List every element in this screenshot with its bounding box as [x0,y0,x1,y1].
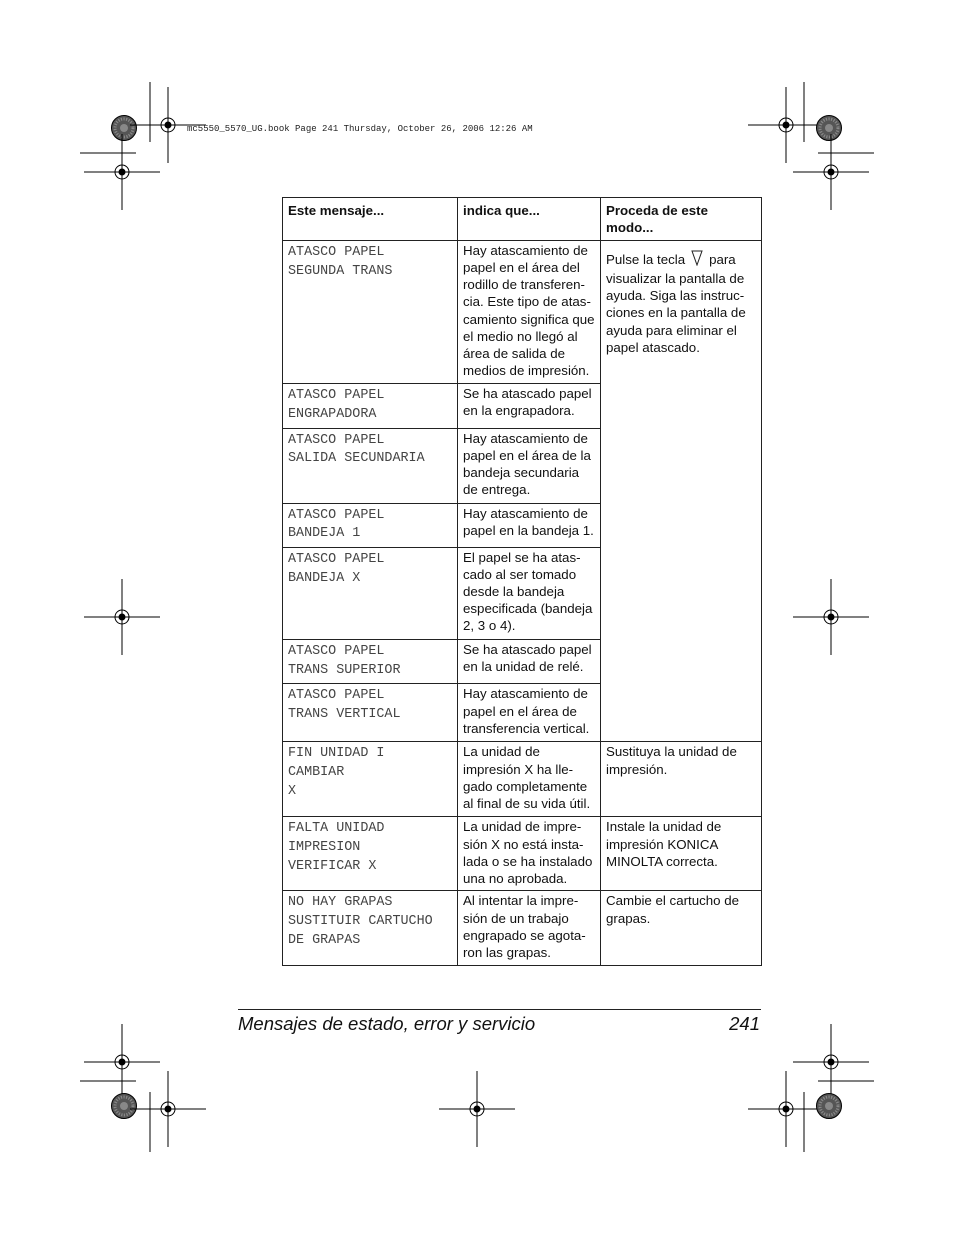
shared-action-cell [601,241,762,742]
message-meaning: Se ha atascado papel en la unidad de relé. [458,640,601,684]
message-code: ATASCO PAPEL BANDEJA 1 [283,503,458,547]
message-meaning: Hay atascamiento de papel en la bandeja 1. [458,503,601,547]
message-meaning: La unidad de impre-sión X no está insta-lada o se ha instalado una no aprobada. [458,817,601,891]
message-code: ATASCO PAPEL TRANS VERTICAL [283,684,458,742]
table-header-row [283,198,762,241]
page-number: 241 [729,1013,760,1034]
message-meaning: Al intentar la impre-sión de un trabajo engrapado se agota-ron las grapas. [458,891,601,966]
message-code: ATASCO PAPEL SEGUNDA TRANS [283,241,458,384]
message-code: FALTA UNIDAD IMPRESION VERIFICAR X [283,817,458,891]
table-row [283,891,762,966]
table-row [283,241,762,384]
message-code: NO HAY GRAPAS SUSTITUIR CARTUCHO DE GRAPAS [283,891,458,966]
shared-action-text-after: para visualizar la pantalla de ayuda. Siga las instruc-ciones en la pantalla de ayuda para eliminar el papel atascado. [606,252,746,355]
status-message-table [282,197,762,966]
column-header-message: Este mensaje... [283,198,458,241]
message-code: ATASCO PAPEL ENGRAPADORA [283,384,458,428]
message-meaning: Hay atascamiento de papel en el área de la bandeja secundaria de entrega. [458,428,601,503]
action-text: Sustituya la unidad de impresión. [601,742,762,817]
shared-action-text-before: Pulse la tecla [606,252,686,268]
message-code: FIN UNIDAD I CAMBIAR X [283,742,458,817]
message-code: ATASCO PAPEL SALIDA SECUNDARIA [283,428,458,503]
message-meaning: Se ha atascado papel en la engrapadora. [458,384,601,428]
table-row [283,742,762,817]
footer-section-title: Mensajes de estado, error y servicio [238,1013,536,1034]
table-row [283,817,762,891]
column-header-action: Proceda de este modo... [601,198,762,241]
message-meaning: Hay atascamiento de papel en el área de transferencia vertical. [458,684,601,742]
file-info-header: mc5550_5570_UG.book Page 241 Thursday, October 26, 2006 12:26 AM [187,124,533,134]
message-code: ATASCO PAPEL BANDEJA X [283,548,458,640]
action-text: Cambie el cartucho de grapas. [601,891,762,966]
message-meaning: Hay atascamiento de papel en el área del rodillo de transferen-cia. Este tipo de atas-camiento significa que el medio no llegó al área de salida de medios de impresión. [458,241,601,384]
message-code: ATASCO PAPEL TRANS SUPERIOR [283,640,458,684]
down-triangle-key-icon [691,250,703,270]
column-header-meaning: indica que... [458,198,601,241]
footer-divider [238,1009,761,1010]
message-meaning: El papel se ha atas-cado al ser tomado desde la bandeja especificada (bandeja 2, 3 o 4). [458,548,601,640]
message-meaning: La unidad de impresión X ha lle-gado completamente al final de su vida útil. [458,742,601,817]
action-text: Instale la unidad de impresión KONICA MINOLTA correcta. [601,817,762,891]
